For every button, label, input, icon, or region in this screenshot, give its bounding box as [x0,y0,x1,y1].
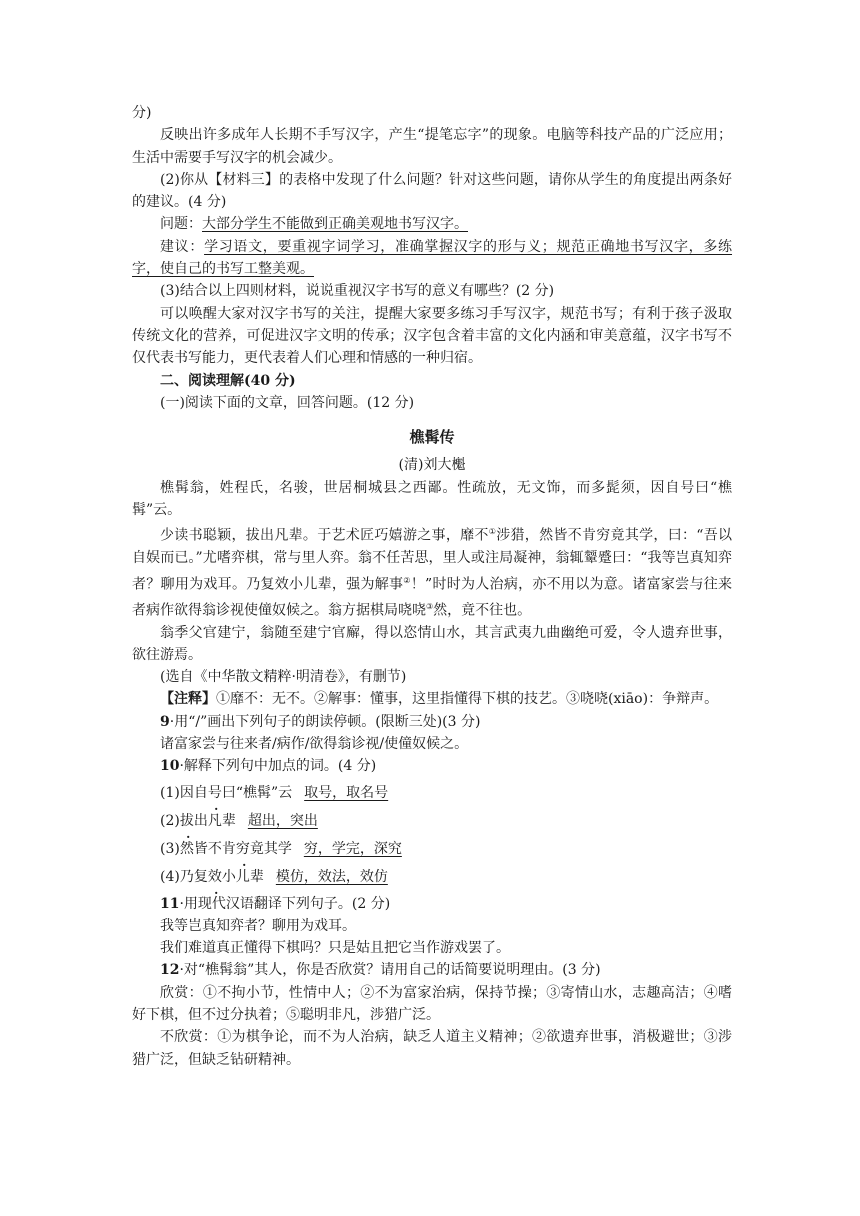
answer-1: 反映出许多成年人长期不手写汉字，产生“提笔忘字”的现象。电脑等科技产品的广泛应用；生活中需要手写汉字的机会减少。 [132,127,732,166]
question-2: (2)你从【材料三】的表格中发现了什么问题？针对这些问题，请你从学生的角度提出两条好的建议。(4 分) [132,171,732,211]
continued-text: 分) [132,105,152,121]
q10-item-1 [132,781,732,806]
question-12-appreciate: 欣赏：①不拘小节，性情中人；②不为富家治病，保持节操；③寄情山水，志趣高洁；④嗜好下棋，但不过分执着；⑤聪明非凡，涉猎广泛。 [132,984,732,1024]
q10-item-4-answer: 模仿，效法，效仿 [275,868,388,885]
footnote-marker-3: ③ [426,601,434,611]
question-11-text: ·用现代汉语翻译下列句子。(2 分) [179,895,391,912]
question-10-number: 10 [160,758,180,775]
q10-item-3-post: 竟其学 [249,840,292,857]
para2-part-d: 然，竟不往也。 [433,602,532,619]
question-3: (3)结合以上四则材料，说说重视汉字书写的意义有哪些？(2 分) [160,283,555,300]
question-11 [132,893,732,915]
q10-item-1-answer: 取号，取名号 [304,784,389,801]
q10-item-1-post: 曰“樵髯”云 [221,784,293,801]
article-title: 樵髯传 [409,428,455,447]
footnote-marker-1: ① [488,527,497,537]
q10-item-4-dotted-word: 效 [207,868,222,885]
notes [132,688,732,710]
question-12-number: 12 [160,962,180,979]
notes-label: 【注释】 [160,691,216,708]
question-9-number: 9 [160,713,170,730]
question-9 [132,711,732,733]
q10-item-3-answer: 穷，学完，深究 [303,840,402,857]
answer-3: 可以唤醒大家对汉字书写的关注，提醒大家要多练习手写汉字，规范书写；有利于孩子汲取传统文化的营养，可促进汉字文明的传承；汉字包含着丰富的文化内涵和审美意蕴，汉字书写不仅代表书写能力，更代表着人们心理和情感的一种归宿。 [132,305,732,367]
q10-item-2-answer: 超出，突出 [247,812,318,829]
q10-item-3-pre: (3)然皆不肯 [160,840,236,857]
problem-line [132,213,732,235]
question-10-text: ·解释下列句中加点的词。(4 分) [179,758,377,775]
question-12-not-appreciate: 不欣赏：①为棋争论，而不为人治病，缺乏人道主义精神；②欲遗弃世事，消极避世；③涉猎广泛，但缺乏钻研精神。 [132,1029,732,1068]
advice-answer: 学习语文，要重视字词学习，准确掌握汉字的形与义；规范正确地书写汉字，多练字，使自己的书写工整美观。 [132,238,733,278]
q10-item-2 [132,809,732,834]
q10-item-4-pre: (4)乃复 [160,868,208,885]
q10-item-3 [132,837,732,862]
question-11-sentence: 我等岂真知弈者？聊用为戏耳。 [160,917,356,934]
q10-item-4 [132,865,732,890]
question-11-answer: 我们难道真正懂得下棋吗？只是姑且把它当作游戏罢了。 [160,940,510,957]
question-12-text: ·对“樵髯翁”其人，你是否欣赏？请用自己的话简要说明理由。(3 分) [179,962,601,979]
problem-label: 问题： [160,216,202,233]
section-subheading: (一)阅读下面的文章，回答问题。(12 分) [160,394,415,411]
q10-item-3-dotted-word: 穷 [235,840,250,857]
section-heading: 二、阅读理解(40 分) [160,372,296,389]
q10-item-2-pre: (2) [160,812,180,829]
para2-part-c: ！”时时为人治病，亦不用以为意。诸富家尝与往来者病作欲得翁诊视使僮奴候之。翁方据棋局哓哓 [132,576,733,619]
para2-part-a: 少读书聪颖，拔出凡辈。于艺术匠巧嬉游之事，靡不 [160,528,489,544]
q10-item-1-pre: (1)因自 [160,784,208,801]
q10-item-4-post: 小儿辈 [221,868,264,885]
article-paragraph-1: 樵髯翁，姓程氏，名骏，世居桐城县之西鄙。性疏放，无文饰，而多髭须，因自号曰“樵髯”云。 [132,479,732,519]
article-author: (清)刘大櫆 [398,457,466,474]
article-paragraph-2 [132,521,732,621]
question-11-number: 11 [160,895,180,912]
question-9-answer: 诸富家尝与往来者/病作/欲得翁诊视/使僮奴候之。 [160,735,469,752]
q10-item-2-post: 出凡辈 [193,812,236,829]
question-9-text: ·用“/”画出下列句子的朗读停顿。(限断三处)(3 分) [169,713,481,730]
document-page [132,102,732,1071]
q10-item-1-dotted-word: 号 [207,784,222,801]
problem-answer: 大部分学生不能做到正确美观地书写汉字。 [202,216,468,233]
question-10 [132,755,732,777]
article-paragraph-3: 翁季父官建宁，翁随至建宁官廨，得以恣情山水，其言武夷九曲幽绝可爱，令人遗弃世事，欲往游焉。 [132,624,732,663]
q10-item-2-dotted-word: 拔 [179,812,194,829]
para2-part-b: 涉猎，然皆不肯穷竟其学，曰：“吾以自娱而已。”尤嗜弈棋，常与里人弈。翁不任苦思，里人或注局凝神，翁辄颦蹙曰：“我等岂真知弈者？聊用为戏耳。乃复效小儿辈，强为解事 [132,528,733,593]
advice-label: 建议： [160,238,205,255]
footnote-marker-2: ② [403,575,411,585]
question-12 [132,959,732,981]
advice-line [132,236,732,281]
article-source: (选自《中华散文精粹·明清卷》，有删节) [160,669,407,686]
notes-text: ①靡不：无不。②解事：懂事，这里指懂得下棋的技艺。③哓哓(xiāo)：争辩声。 [216,691,719,708]
